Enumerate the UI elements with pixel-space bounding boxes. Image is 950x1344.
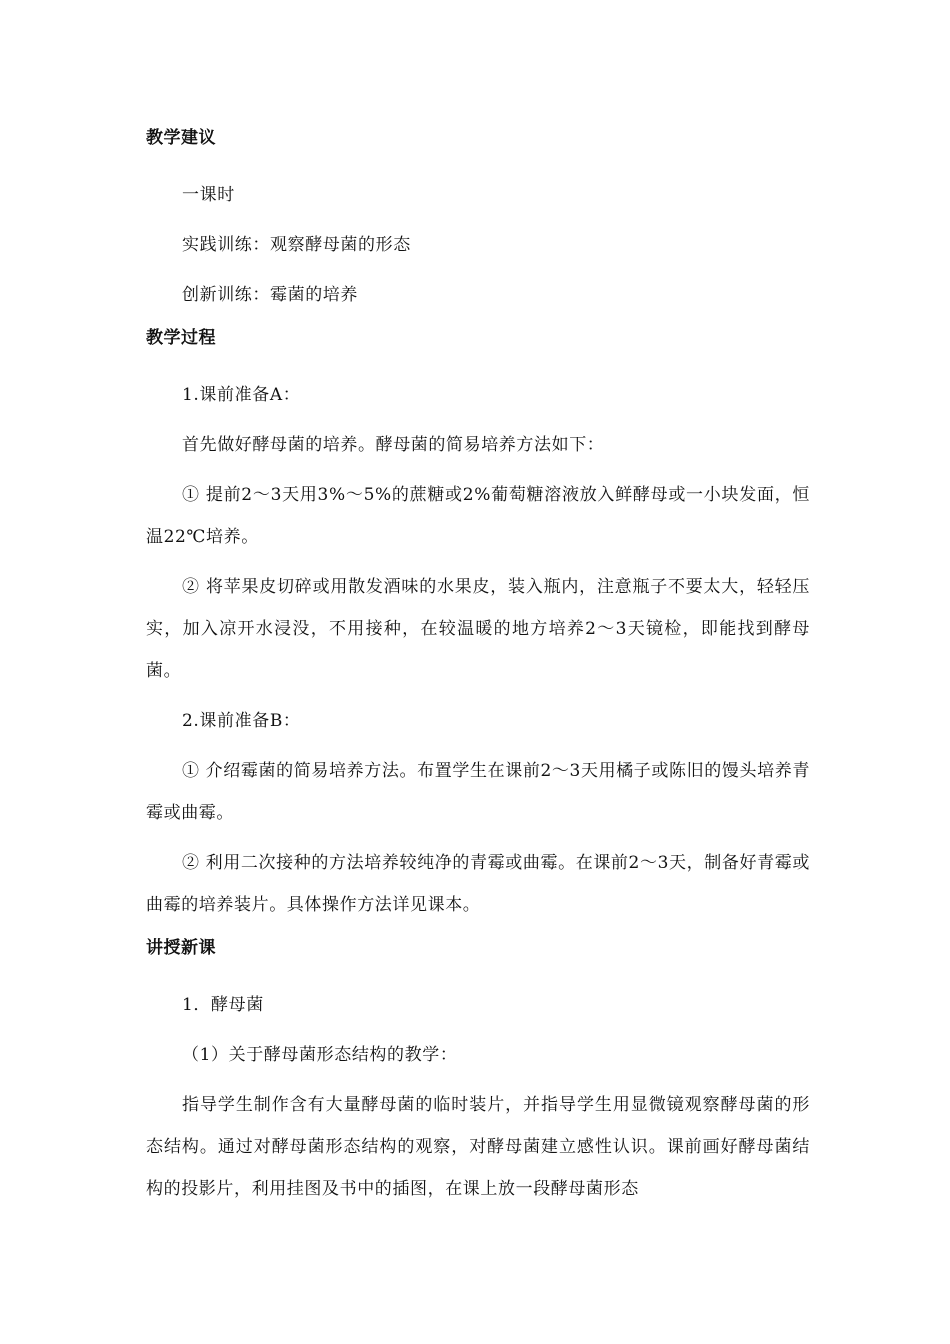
heading-new-lesson: 讲授新课 — [146, 938, 216, 958]
para-prep-a: 1.课前准备A： — [182, 385, 301, 405]
para-yeast-culture-intro: 首先做好酵母菌的培养。酵母菌的简易培养方法如下： — [182, 435, 605, 455]
para-mold-method-2: ② 利用二次接种的方法培养较纯净的青霉或曲霉。在课前2～3天，制备好青霉或曲霉的培养装片。具体操作方法详见课本。 — [146, 853, 810, 915]
line-class-hours: 一课时 — [182, 185, 235, 205]
para-mold-method-1: ① 介绍霉菌的简易培养方法。布置学生在课前2～3天用橘子或陈旧的馒头培养青霉或曲霉。 — [146, 761, 810, 823]
heading-teaching-process: 教学过程 — [146, 328, 216, 348]
para-yeast-structure-teaching: （1）关于酵母菌形态结构的教学： — [182, 1045, 458, 1065]
para-yeast-observation: 指导学生制作含有大量酵母菌的临时装片，并指导学生用显微镜观察酵母菌的形态结构。通过对酵母菌形态结构的观察，对酵母菌建立感性认识。课前画好酵母菌结构的投影片，利用挂图及书中的插图，在课上放一段酵母菌形态 — [146, 1095, 810, 1199]
para-yeast-title: 1．酵母菌 — [182, 995, 264, 1015]
para-yeast-method-1: ① 提前2～3天用3%～5%的蔗糖或2%葡萄糖溶液放入鲜酵母或一小块发面，恒温22℃培养。 — [146, 485, 810, 547]
document-page — [146, 124, 810, 1218]
line-innovation-training: 创新训练：霉菌的培养 — [182, 285, 358, 305]
heading-teaching-suggestions: 教学建议 — [146, 128, 216, 148]
para-prep-b: 2.课前准备B： — [182, 711, 301, 731]
line-practice-training: 实践训练：观察酵母菌的形态 — [182, 235, 411, 255]
para-yeast-method-2: ② 将苹果皮切碎或用散发酒味的水果皮，装入瓶内，注意瓶子不要太大，轻轻压实，加入凉开水浸没，不用接种，在较温暖的地方培养2～3天镜检，即能找到酵母菌。 — [146, 577, 810, 681]
